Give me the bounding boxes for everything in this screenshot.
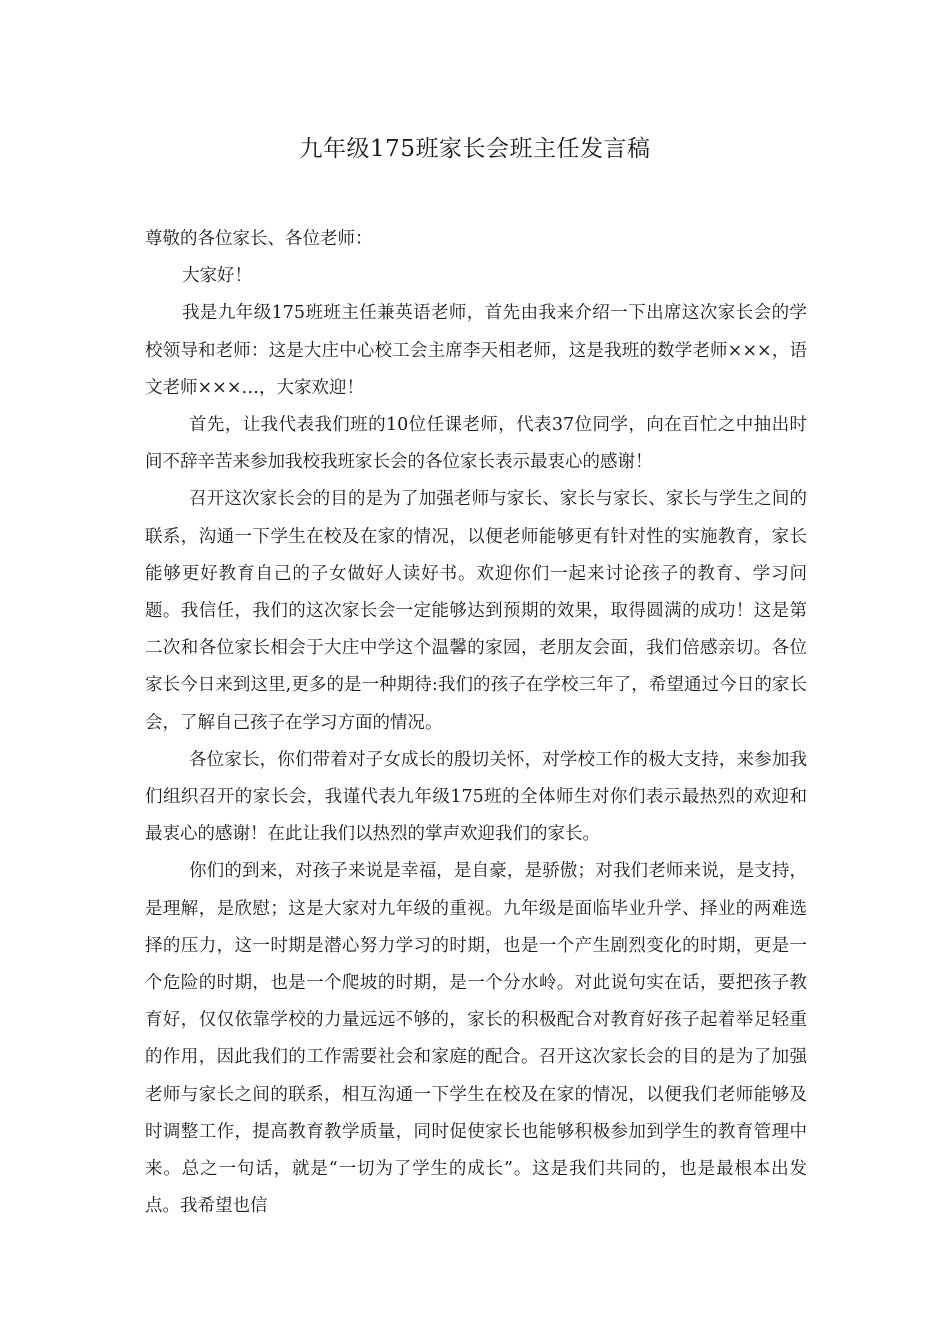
paragraph-purpose: 召开这次家长会的目的是为了加强老师与家长、家长与家长、家长与学生之间的联系，沟通一下学生在校及在家的情况，以便老师能够更有针对性的实施教育，家长能够更好教育自己的子女做好人读好书。欢迎你们一起来讨论孩子的教育、学习问题。我信任，我们的这次家长会一定能够达到预期的效果，取得圆满的成功！这是第二次和各位家长相会于大庄中学这个温馨的家园，老朋友会面，我们倍感亲切。各位家长今日来到这里,更多的是一种期待:我们的孩子在学校三年了，希望通过今日的家长会，了解自己孩子在学习方面的情况。 — [145, 489, 807, 733]
paragraph-greeting: 大家好！ — [182, 266, 252, 287]
paragraph-introduction: 我是九年级175班班主任兼英语老师，首先由我来介绍一下出席这次家长会的学校领导和老师：这是大庄中心校工会主席李天相老师，这是我班的数学老师×××，语文老师×××…，大家欢迎！ — [145, 303, 807, 398]
salutation: 尊敬的各位家长、各位老师： — [145, 229, 373, 249]
document-title: 九年级175班家长会班主任发言稿 — [299, 136, 651, 162]
document-body — [145, 221, 807, 1225]
paragraph-thanks: 首先，让我代表我们班的10位任课老师，代表37位同学，向在百忙之中抽出时间不辞辛苦来参加我校我班家长会的各位家长表示最衷心的感谢！ — [145, 415, 807, 473]
paragraph-welcome: 各位家长，你们带着对子女成长的殷切关怀，对学校工作的极大支持，来参加我们组织召开的家长会，我谨代表九年级175班的全体师生对你们表示最热烈的欢迎和最衷心的感谢！在此让我们以热烈的掌声欢迎我们的家长。 — [145, 749, 807, 845]
paragraph-importance: 你们的到来，对孩子来说是幸福，是自豪，是骄傲；对我们老师来说，是支持，是理解，是欣慰；这是大家对九年级的重视。九年级是面临毕业升学、择业的两难选择的压力，这一时期是潜心努力学习的时期，也是一个产生剧烈变化的时期，更是一个危险的时期，也是一个爬坡的时期，是一个分水岭。对此说句实在话，要把孩子教育好，仅仅依靠学校的力量远远不够的，家长的积极配合对教育好孩子起着举足轻重的作用，因此我们的工作需要社会和家庭的配合。召开这次家长会的目的是为了加强老师与家长之间的联系，相互沟通一下学生在校及在家的情况，以便我们老师能够及时调整工作，提高教育教学质量，同时促使家长也能够积极参加到学生的教育管理中来。总之一句话，就是“一切为了学生的成长”。这是我们共同的，也是最根本出发点。我希望也信 — [145, 861, 807, 1217]
